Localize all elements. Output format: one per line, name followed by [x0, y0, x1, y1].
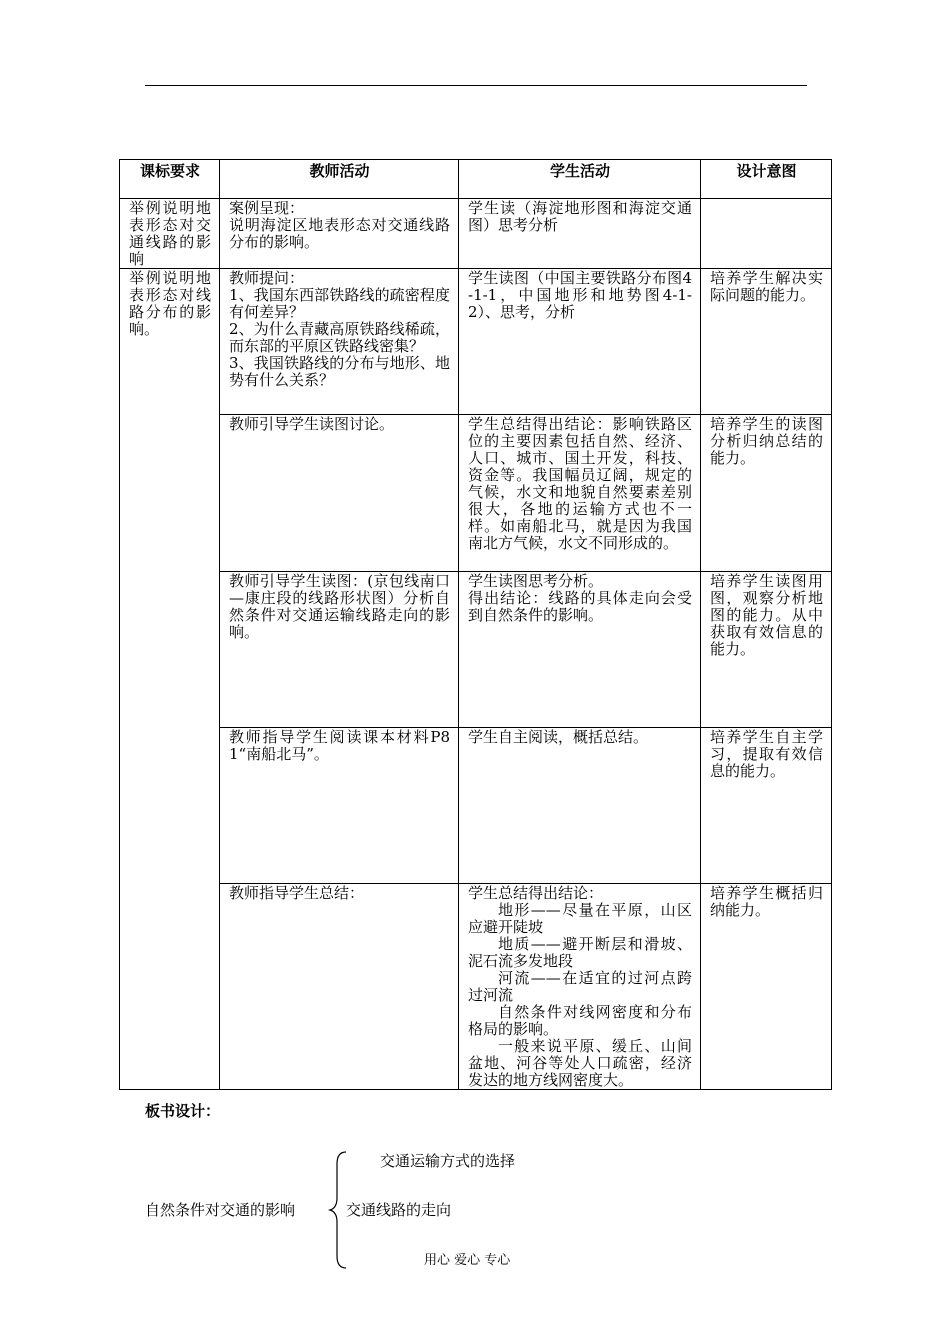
intent-cell: 培养学生解决实际问题的能力。: [701, 269, 832, 415]
student-cell: 学生读图（中国主要铁路分布图4-1-1，中国地形和地势图4-1-2）、思考，分析: [459, 269, 701, 415]
student-cell: 学生读图思考分析。 得出结论：线路的具体走向会受到自然条件的影响。: [459, 572, 701, 728]
student-cell: 学生自主阅读，概括总结。: [459, 728, 701, 884]
header-design-intent: 设计意图: [701, 160, 832, 199]
board-branch-route-direction: 交通线路的走向: [346, 1201, 452, 1219]
student-cell: 学生总结得出结论：影响铁路区位的主要因素包括自然、经济、人口、城市、国土开发，科技、资金等。我国幅员辽阔，规定的气候，水文和地貌自然要素差别很大，各地的运输方式也不一样。如南船北马，就是因为我国南北方气候，水文不同形成的。: [459, 415, 701, 572]
table-row: [120, 572, 832, 728]
teacher-cell: 教师引导学生读图：(京包线南口—康庄段的线路形状图）分析自然条件对交通运输线路走向的影响。: [220, 572, 459, 728]
board-branch-transport-choice: 交通运输方式的选择: [380, 1152, 516, 1170]
board-main-topic: 自然条件对交通的影响: [145, 1201, 296, 1219]
table-row: [120, 199, 832, 269]
table-header-row: [120, 160, 832, 199]
header-teacher-activity: 教师活动: [220, 160, 459, 199]
teacher-cell: 教师指导学生总结：: [220, 884, 459, 1090]
student-cell: 学生总结得出结论： 地形——尽量在平原，山区应避开陡坡 地质——避开断层和滑坡、泥石流多发地段 河流——在适宜的过河点跨过河流 自然条件对线网密度和分布格局的影响。 一般来说平原、缓丘、山间盆地、河谷等处人口疏密，经济发达的地方线网密度大。: [459, 884, 701, 1090]
intent-cell: 培养学生读图用图，观察分析地图的能力。从中获取有效信息的能力。: [701, 572, 832, 728]
table-row: [120, 269, 832, 415]
intent-cell: 培养学生自主学习，提取有效信息的能力。: [701, 728, 832, 884]
intent-cell: 培养学生概括归纳能力。: [701, 884, 832, 1090]
intent-cell: [701, 199, 832, 269]
teacher-cell: 教师指导学生阅读课本材料P81“南船北马”。: [220, 728, 459, 884]
table-row: [120, 884, 832, 1090]
lesson-plan-table: [119, 159, 832, 1090]
requirement-cell: 举例说明地表形态对线路分布的影响。: [120, 269, 220, 1090]
header-student-activity: 学生活动: [459, 160, 701, 199]
teacher-cell: 案例呈现： 说明海淀区地表形态对交通线路分布的影响。: [220, 199, 459, 269]
requirement-cell: 举例说明地表形态对交通线路的影响: [120, 199, 220, 269]
header-requirement: 课标要求: [120, 160, 220, 199]
intent-cell: 培养学生的读图分析归纳总结的能力。: [701, 415, 832, 572]
page-footer: 用心 爱心 专心: [424, 1253, 511, 1268]
board-design-title: 板书设计：: [145, 1102, 221, 1120]
teacher-cell: 教师引导学生读图讨论。: [220, 415, 459, 572]
header-rule: [145, 85, 807, 86]
table-row: [120, 415, 832, 572]
teacher-cell: 教师提问： 1、我国东西部铁路线的疏密程度有何差异？ 2、为什么青藏高原铁路线稀疏，而东部的平原区铁路线密集？ 3、我国铁路线的分布与地形、地势有什么关系？: [220, 269, 459, 415]
table-row: [120, 728, 832, 884]
student-cell: 学生读（海淀地形图和海淀交通图）思考分析: [459, 199, 701, 269]
